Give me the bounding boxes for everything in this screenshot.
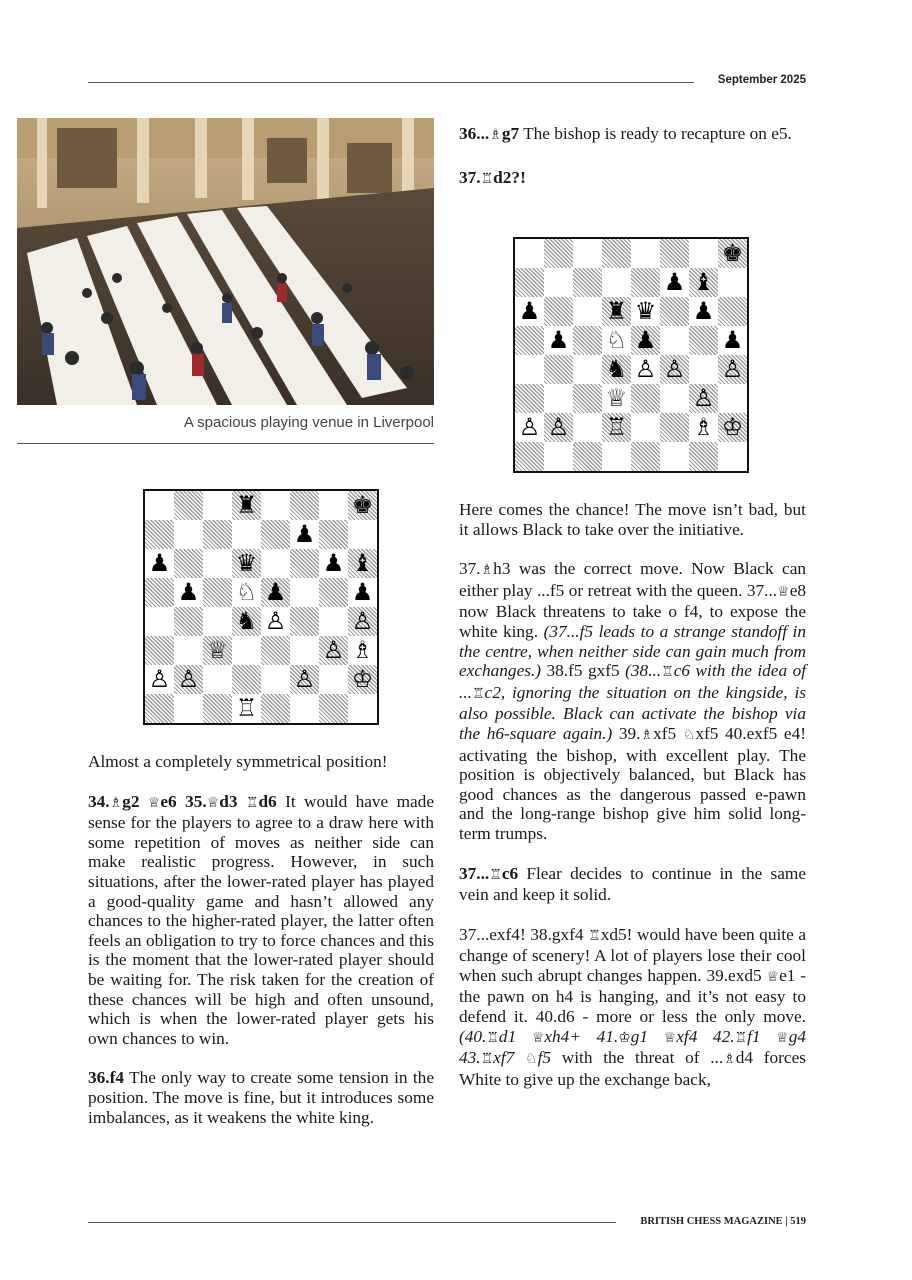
board-square [174,520,203,549]
analysis-text: h3 was the correct move. Now Black can either play ...f5 or retreat with the queen. 37... [459,559,806,600]
board-square [602,268,631,297]
board-square [261,491,290,520]
last-paragraph [459,925,806,1090]
board-square [718,297,747,326]
black-pawn-icon: ♟ [322,549,345,577]
board-square [718,442,747,471]
board-square [544,384,573,413]
board-square [602,442,631,471]
board-square [174,636,203,665]
board-square [290,607,319,636]
board-square [261,665,290,694]
white-king-icon: ♔ [351,665,374,693]
white-knight-icon: ♘ [235,578,258,606]
board-square [203,578,232,607]
board-square [660,442,689,471]
black-pawn-icon: ♟ [518,297,541,325]
white-pawn-icon: ♙ [293,665,316,693]
board-square [232,665,261,694]
commentary: Flear decides to continue in the same vein and keep it solid. [459,863,806,905]
board-square [573,355,602,384]
rook-icon: ♖ [486,1029,499,1046]
black-rook-icon: ♜ [235,491,258,519]
variation-text: f5 [537,1048,552,1068]
bishop-icon: ♗ [489,127,502,143]
black-knight-icon: ♞ [605,355,628,383]
white-bishop-icon: ♗ [692,413,715,441]
right-column-bottom [459,500,806,1089]
board-square [515,239,544,268]
variation-text: g4 43. [459,1026,806,1068]
board-square [145,636,174,665]
board-square [203,549,232,578]
analysis-text: 39. [612,723,641,743]
board-square [261,694,290,723]
rook-icon: ♖ [661,664,674,681]
analysis-text: e1 - the pawn on h4 is hanging, and it’s not easy to defend it. 40.d6 - more or less the only move. [459,965,806,1027]
move-number: 37... [459,863,490,883]
knight-icon: ♘ [525,1051,538,1068]
board-square [348,694,377,723]
queen-icon: ♕ [663,1029,677,1046]
board-square [145,694,174,723]
black-king-icon: ♚ [351,491,374,519]
board-square [232,636,261,665]
left-column [88,752,434,1127]
board-square [631,268,660,297]
bishop-icon: ♗ [480,562,494,579]
black-pawn-icon: ♟ [293,520,316,548]
white-knight-icon: ♘ [605,326,628,354]
board-square [203,520,232,549]
commentary: The only way to create some tension in the position. The move is fine, but it introduces some imbalances, as it weakens the white king. [88,1068,434,1127]
board-square [174,491,203,520]
board-square [602,239,631,268]
black-pawn-icon: ♟ [547,326,570,354]
page-footer: BRITISH CHESS MAGAZINE | 519 [640,1216,806,1227]
board-square [174,694,203,723]
analysis-text: xd5! would have been quite a change of scenery! A lot of players lose their cool when such abrupt changes happen. 39.exd5 [459,924,806,985]
paragraph-34 [88,792,434,1049]
footer-rule [88,1222,616,1223]
board-square [319,520,348,549]
board-square [261,549,290,578]
board-square [290,549,319,578]
board-square [631,384,660,413]
black-pawn-icon: ♟ [692,297,715,325]
board-square [145,520,174,549]
black-bishop-icon: ♝ [692,268,715,296]
diagram-position-34 [143,489,379,725]
white-pawn-icon: ♙ [322,636,345,664]
queen-icon: ♕ [777,583,790,600]
board-square [689,355,718,384]
analysis-text: 37. [459,559,481,579]
board-square [290,636,319,665]
white-pawn-icon: ♙ [264,607,287,635]
variation-text: (40. [459,1026,487,1046]
paragraph-37b [459,864,806,905]
board-square [660,239,689,268]
board-square [689,239,718,268]
white-rook-icon: ♖ [235,694,258,722]
board-square [174,607,203,636]
king-icon: ♔ [618,1029,631,1046]
black-pawn-icon: ♟ [663,268,686,296]
move-text: g7 [501,124,520,143]
board-square [174,549,203,578]
board-square [261,636,290,665]
venue-photo [17,118,434,405]
variation-text: c2, ignoring the situation on the kingside, is also possible. Black can activate the bishop via the h6-square again.) [459,682,806,743]
board-square [290,491,319,520]
variation-text: c6 [673,661,691,681]
analysis-text: d4 forces White to give up the exchange back, [459,1048,806,1089]
board-square [261,520,290,549]
black-pawn-icon: ♟ [634,326,657,354]
rook-icon: ♖ [734,1029,748,1046]
bishop-icon: ♗ [640,726,654,743]
board-square [660,297,689,326]
white-pawn-icon: ♙ [518,413,541,441]
black-queen-icon: ♛ [235,549,258,577]
board-square [203,694,232,723]
move-text: d3 [219,791,246,811]
board-square [544,355,573,384]
board-square [145,578,174,607]
white-pawn-icon: ♙ [177,665,200,693]
white-pawn-icon: ♙ [692,384,715,412]
queen-icon: ♕ [531,1029,545,1046]
move-text: g2 [122,791,148,811]
white-bishop-icon: ♗ [351,636,374,664]
black-pawn-icon: ♟ [148,549,171,577]
rook-icon: ♖ [245,794,259,811]
queen-icon: ♕ [206,794,220,811]
queen-icon: ♕ [147,794,161,811]
analysis-text: 37...exf4! 38.gxf4 [459,924,589,944]
board-square [573,442,602,471]
photo-caption: A spacious playing venue in Liverpool [183,414,434,431]
move-text: c6 [501,863,519,883]
board-square [689,326,718,355]
board-square [573,268,602,297]
diagram-position-37 [513,237,749,473]
analysis-text: xf5 [653,723,683,743]
board-square [544,442,573,471]
white-queen-icon: ♕ [605,384,628,412]
white-pawn-icon: ♙ [351,607,374,635]
rook-icon: ♖ [471,685,485,702]
right-column-top [459,124,806,189]
commentary: The bishop is ready to recapture on e5. [519,124,792,143]
symmetric-comment: Almost a completely symmetrical position! [88,752,388,771]
analysis-text: xf5 40.exf5 e4! activating the bishop, with excellent play. The position is objectively balanced, but Black has good chances as the dangerous passed e-pawn and the long-range bishop give him solid long-term trumps. [459,723,806,843]
white-pawn-icon: ♙ [663,355,686,383]
board-square [573,239,602,268]
white-king-icon: ♔ [721,413,744,441]
white-pawn-icon: ♙ [148,665,171,693]
queen-icon: ♕ [776,1029,789,1046]
knight-icon: ♘ [682,726,696,743]
bishop-icon: ♗ [723,1051,736,1068]
board-square [319,491,348,520]
paragraph-36 [88,1068,434,1127]
move-text: d6 [258,791,277,811]
board-square [573,384,602,413]
board-square [573,326,602,355]
board-square [348,520,377,549]
board-square [689,442,718,471]
variation-text: g1 [630,1026,664,1046]
variation-text: xf4 42. [676,1026,735,1046]
black-rook-icon: ♜ [605,297,628,325]
move-number: 37. [459,167,481,187]
board-square [515,326,544,355]
analysis-text: e8 now Black threatens to take o f4, to expose the white king. [459,580,806,641]
board-square [631,442,660,471]
black-pawn-icon: ♟ [264,578,287,606]
white-pawn-icon: ♙ [721,355,744,383]
board-square [319,665,348,694]
move-text: e6 35. [160,791,207,811]
rook-icon: ♖ [480,170,494,187]
board-square [718,384,747,413]
board-square [573,297,602,326]
black-queen-icon: ♛ [634,297,657,325]
board-square [631,239,660,268]
board-square [515,355,544,384]
board-square [319,607,348,636]
board-square [544,297,573,326]
black-pawn-icon: ♟ [351,578,374,606]
move-number: 34. [88,791,110,811]
board-square [515,442,544,471]
board-square [319,694,348,723]
board-square [145,491,174,520]
analysis-paragraph [459,559,806,843]
board-square [203,665,232,694]
move-text: 36.f4 [88,1068,124,1088]
white-pawn-icon: ♙ [634,355,657,383]
board-square [660,413,689,442]
board-square [515,268,544,297]
header-rule [88,82,694,83]
board-square [573,413,602,442]
board-square [290,694,319,723]
black-knight-icon: ♞ [235,607,258,635]
queen-icon: ♕ [766,968,780,985]
white-rook-icon: ♖ [605,413,628,441]
rook-icon: ♖ [588,927,601,944]
black-pawn-icon: ♟ [721,326,744,354]
white-pawn-icon: ♙ [547,413,570,441]
chance-paragraph: Here comes the chance! The move isn’t bad, but it allows Black to take over the initiative. [459,500,806,539]
board-square [544,239,573,268]
analysis-text: 38.f5 gxf5 [541,661,626,681]
variation-text: xh4+ 41. [544,1026,619,1046]
variation-text: with the idea of ... [459,661,807,702]
board-square [631,413,660,442]
board-square [203,491,232,520]
board-square [718,268,747,297]
analysis-text: with the threat of ... [551,1048,724,1068]
rook-icon: ♖ [489,866,502,883]
board-square [660,384,689,413]
bishop-icon: ♗ [109,794,123,811]
variation-text: d1 [498,1026,532,1046]
variation-text: xf7 [493,1048,526,1068]
board-square [515,384,544,413]
board-square [203,607,232,636]
black-pawn-icon: ♟ [177,578,200,606]
board-square [145,607,174,636]
issue-date: September 2025 [717,74,806,86]
paragraph-37 [459,168,806,190]
rook-icon: ♖ [480,1051,494,1068]
paragraph-36b [459,124,806,146]
move-number: 36... [459,124,490,143]
black-bishop-icon: ♝ [351,549,374,577]
board-square [290,578,319,607]
commentary: It would have made sense for the players to agree to a draw here with some repetition of moves as neither side can make realistic progress. However, in such situations, after the lower-rated player has played a good-quality game and hasn’t allowed any chances to the higher-rated player, the latter often feels an obligation to try to force chances and this is the moment that the lower-rated player should be waiting for. The risk taken for the creation of these chances will be high and often unsound, which is when the lower-rated player gets his own chances to win. [88,791,434,1048]
white-queen-icon: ♕ [206,636,229,664]
move-text: d2?! [493,167,526,187]
variation-text: f1 [747,1026,777,1046]
board-square [232,520,261,549]
variation-text: (37...f5 leads to a strange standoff in the centre, when neither side can gain much from exchanges.) [459,621,807,681]
variation-text: (38... [625,661,662,681]
board-square [660,326,689,355]
board-square [544,268,573,297]
board-square [319,578,348,607]
black-king-icon: ♚ [721,239,744,267]
caption-rule [17,443,434,444]
